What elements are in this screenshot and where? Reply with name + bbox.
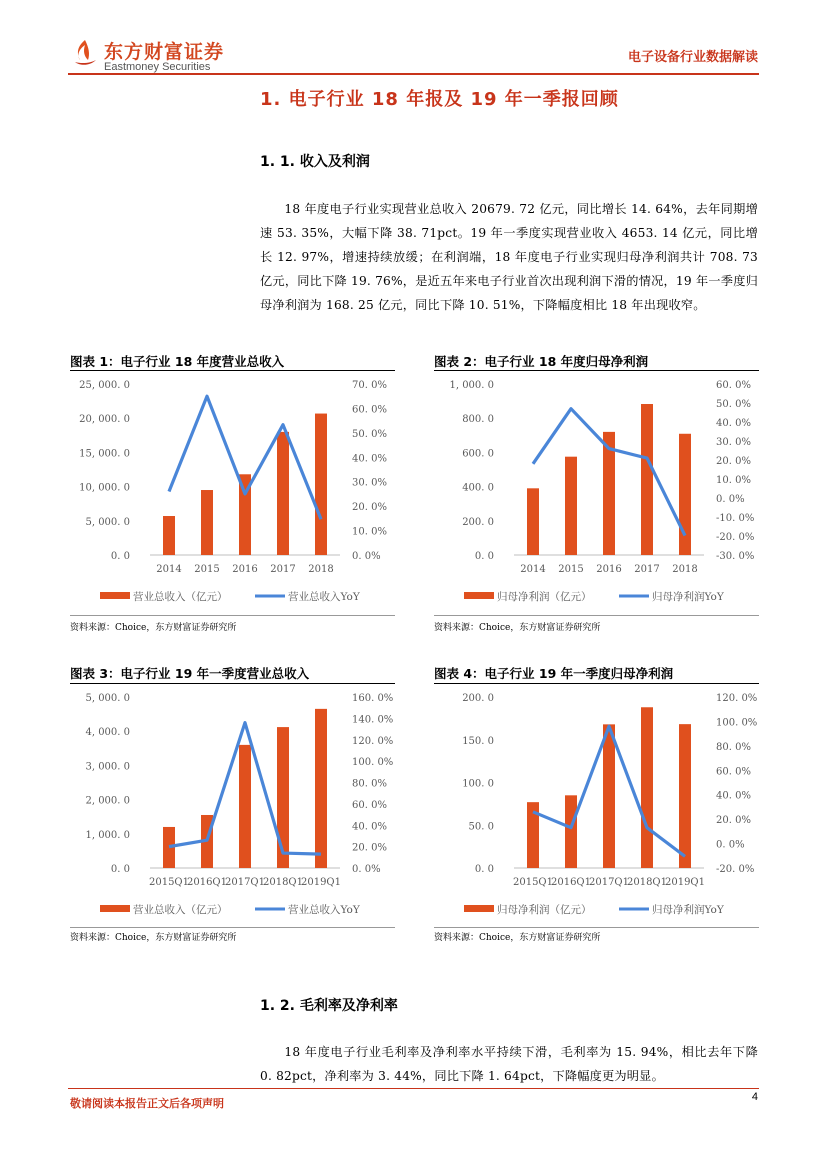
figure-3-title: 图表 3：电子行业 19 年一季度营业总收入: [70, 666, 310, 681]
y-left-tick-label: 10, 000. 0: [79, 482, 130, 494]
y-left-tick-label: 800. 0: [462, 414, 494, 426]
y-right-tick-label: 70. 0%: [352, 380, 387, 391]
footer-divider: [68, 1088, 759, 1089]
bar: [565, 457, 577, 555]
legend-label-line: 归母净利润YoY: [652, 904, 724, 916]
y-right-tick-label: 100. 0%: [716, 717, 758, 729]
header-divider: [68, 73, 759, 75]
legend-swatch-bar: [464, 905, 494, 912]
page-number: 4: [751, 1091, 758, 1103]
y-left-tick-label: 0. 0: [474, 864, 494, 875]
x-tick-label: 2016Q1: [550, 877, 592, 888]
legend-label-line: 归母净利润YoY: [652, 591, 724, 603]
y-right-tick-label: -20. 0%: [716, 532, 755, 543]
subsection-title-margin: 1. 2. 毛利率及净利率: [260, 998, 398, 1014]
y-right-tick-label: 60. 0%: [716, 766, 751, 778]
figure-4-source: 资料来源：Choice，东方财富证券研究所: [434, 933, 601, 943]
y-left-tick-label: 25, 000. 0: [79, 380, 130, 391]
y-right-tick-label: 60. 0%: [352, 404, 387, 416]
figure-1-bottom-rule: [70, 615, 395, 616]
legend-label-line: 营业总收入YoY: [288, 591, 360, 603]
legend-swatch-bar: [464, 592, 494, 599]
bar: [315, 414, 327, 555]
figure-2-top-rule: [434, 370, 759, 371]
bar: [565, 795, 577, 868]
figure-2-source: 资料来源：Choice，东方财富证券研究所: [434, 623, 601, 633]
x-tick-label: 2015: [558, 564, 584, 575]
x-tick-label: 2019Q1: [664, 877, 706, 888]
paragraph-margin: 18 年度电子行业毛利率及净利率水平持续下滑，毛利率为 15. 94%，相比去年下降 0. 82pct，净利率为 3. 44%，同比下降 1. 64pct，下降幅度更为明显。: [260, 1045, 758, 1083]
x-tick-label: 2014: [156, 564, 182, 575]
bar: [679, 434, 691, 555]
y-right-tick-label: 40. 0%: [352, 453, 387, 465]
y-right-tick-label: 140. 0%: [352, 714, 394, 726]
y-right-tick-label: 80. 0%: [716, 741, 751, 753]
figure-1-source: 资料来源：Choice，东方财富证券研究所: [70, 623, 237, 633]
y-right-tick-label: 30. 0%: [716, 437, 751, 448]
y-right-tick-label: 10. 0%: [352, 526, 387, 538]
y-right-tick-label: 40. 0%: [716, 418, 751, 429]
x-tick-label: 2016: [596, 564, 622, 575]
y-left-tick-label: 20, 000. 0: [79, 414, 130, 426]
x-tick-label: 2016Q1: [186, 877, 228, 888]
bar: [163, 516, 175, 555]
y-right-tick-label: 40. 0%: [352, 821, 387, 833]
bar: [641, 404, 653, 555]
x-tick-label: 2018Q1: [262, 877, 304, 888]
footer-disclaimer: 敬请阅读本报告正文后各项声明: [70, 1097, 224, 1110]
brand-name-en: Eastmoney Securities: [104, 61, 211, 73]
y-right-tick-label: 40. 0%: [716, 790, 751, 802]
y-left-tick-label: 0. 0: [110, 864, 130, 875]
y-left-tick-label: 15, 000. 0: [79, 448, 130, 460]
bar: [239, 745, 251, 868]
x-tick-label: 2016: [232, 564, 258, 575]
brand-logo-icon: [70, 38, 100, 68]
y-right-tick-label: -10. 0%: [716, 513, 755, 524]
y-right-tick-label: 20. 0%: [352, 842, 387, 854]
y-left-tick-label: 1, 000. 0: [85, 829, 130, 841]
y-left-tick-label: 200. 0: [462, 693, 494, 704]
y-right-tick-label: 80. 0%: [352, 778, 387, 790]
legend-label-bar: 营业总收入（亿元）: [133, 904, 228, 916]
y-right-tick-label: 120. 0%: [716, 693, 758, 704]
subsection-title-revenue: 1. 1. 收入及利润: [260, 154, 370, 170]
bar: [315, 709, 327, 868]
legend-swatch-bar: [100, 592, 130, 599]
y-right-tick-label: 20. 0%: [716, 456, 751, 467]
x-tick-label: 2017Q1: [224, 877, 266, 888]
y-left-tick-label: 600. 0: [462, 448, 494, 460]
legend-label-line: 营业总收入YoY: [288, 904, 360, 916]
y-left-tick-label: 5, 000. 0: [85, 693, 130, 704]
x-tick-label: 2018Q1: [626, 877, 668, 888]
bar: [201, 490, 213, 555]
brand-name-cn: 东方财富证券: [104, 41, 225, 63]
y-right-tick-label: 50. 0%: [352, 428, 387, 440]
bar: [527, 488, 539, 555]
y-left-tick-label: 0. 0: [110, 551, 130, 562]
bar: [277, 727, 289, 868]
y-right-tick-label: 120. 0%: [352, 735, 394, 747]
y-right-tick-label: 30. 0%: [352, 477, 387, 489]
legend-label-bar: 营业总收入（亿元）: [133, 591, 228, 603]
chart-4: [434, 685, 759, 925]
x-tick-label: 2015Q1: [148, 877, 190, 888]
x-tick-label: 2017Q1: [588, 877, 630, 888]
y-right-tick-label: 10. 0%: [716, 475, 751, 486]
figure-2-bottom-rule: [434, 615, 759, 616]
y-right-tick-label: 0. 0%: [716, 494, 745, 505]
y-left-tick-label: 4, 000. 0: [85, 727, 130, 739]
paragraph-revenue: 18 年度电子行业实现营业总收入 20679. 72 亿元，同比增长 14. 64%，去年同期增速 53. 35%，大幅下降 38. 71pct。19 年一季度实现营业收入 4653. 14 亿元，同比增长 12. 97%，增速持续放缓；在利润端，18 年度电子行业实现归母净利润共计 708. 73 亿元，同比下降 19. 76%，是近五年来电子行业首次出现利润下滑的情况，19 年一季度归母净利润为 168. 25 亿元，同比下降 10. 51%，下降幅度相比 18 年出现收窄。: [260, 202, 758, 312]
y-right-tick-label: 60. 0%: [716, 380, 751, 391]
chart-3: [70, 685, 395, 925]
x-tick-label: 2018: [308, 564, 334, 575]
x-tick-label: 2015: [194, 564, 220, 575]
y-left-tick-label: 100. 0: [462, 778, 494, 790]
y-right-tick-label: 160. 0%: [352, 693, 394, 704]
x-tick-label: 2017: [634, 564, 660, 575]
y-right-tick-label: 60. 0%: [352, 799, 387, 811]
y-left-tick-label: 2, 000. 0: [85, 795, 130, 807]
y-right-tick-label: 0. 0%: [352, 864, 381, 875]
figure-1-top-rule: [70, 370, 395, 371]
figure-1-title: 图表 1：电子行业 18 年度营业总收入: [70, 354, 285, 369]
figure-4-top-rule: [434, 683, 759, 684]
x-tick-label: 2018: [672, 564, 698, 575]
figure-3-source: 资料来源：Choice，东方财富证券研究所: [70, 933, 237, 943]
bar: [603, 724, 615, 868]
y-right-tick-label: 0. 0%: [352, 551, 381, 562]
bar: [641, 707, 653, 868]
y-left-tick-label: 150. 0: [462, 735, 494, 747]
y-right-tick-label: 20. 0%: [352, 502, 387, 514]
y-right-tick-label: 50. 0%: [716, 399, 751, 410]
figure-2-title: 图表 2：电子行业 18 年度归母净利润: [434, 354, 649, 369]
y-left-tick-label: 200. 0: [462, 516, 494, 528]
section-title: 1. 电子行业 18 年报及 19 年一季报回顾: [260, 89, 619, 110]
y-right-tick-label: -20. 0%: [716, 864, 755, 875]
figure-3-top-rule: [70, 683, 395, 684]
x-tick-label: 2015Q1: [512, 877, 554, 888]
y-left-tick-label: 5, 000. 0: [85, 516, 130, 528]
report-type: 电子设备行业数据解读: [627, 50, 758, 65]
figure-4-title: 图表 4：电子行业 19 年一季度归母净利润: [434, 666, 674, 681]
y-right-tick-label: 0. 0%: [716, 839, 745, 851]
figure-4-bottom-rule: [434, 927, 759, 928]
bar: [679, 724, 691, 868]
y-right-tick-label: 20. 0%: [716, 815, 751, 827]
y-left-tick-label: 1, 000. 0: [449, 380, 494, 391]
y-left-tick-label: 0. 0: [474, 551, 494, 562]
chart-2: [434, 372, 759, 612]
chart-1: [70, 372, 395, 612]
brand-logo: [70, 36, 240, 78]
x-tick-label: 2019Q1: [300, 877, 342, 888]
legend-label-bar: 归母净利润（亿元）: [497, 591, 592, 603]
legend-label-bar: 归母净利润（亿元）: [497, 904, 592, 916]
y-right-tick-label: 100. 0%: [352, 757, 394, 769]
bar: [277, 432, 289, 555]
y-right-tick-label: -30. 0%: [716, 551, 755, 562]
y-left-tick-label: 3, 000. 0: [85, 761, 130, 773]
legend-swatch-bar: [100, 905, 130, 912]
figure-3-bottom-rule: [70, 927, 395, 928]
y-left-tick-label: 50. 0: [468, 821, 494, 833]
x-tick-label: 2017: [270, 564, 296, 575]
x-tick-label: 2014: [520, 564, 546, 575]
y-left-tick-label: 400. 0: [462, 482, 494, 494]
